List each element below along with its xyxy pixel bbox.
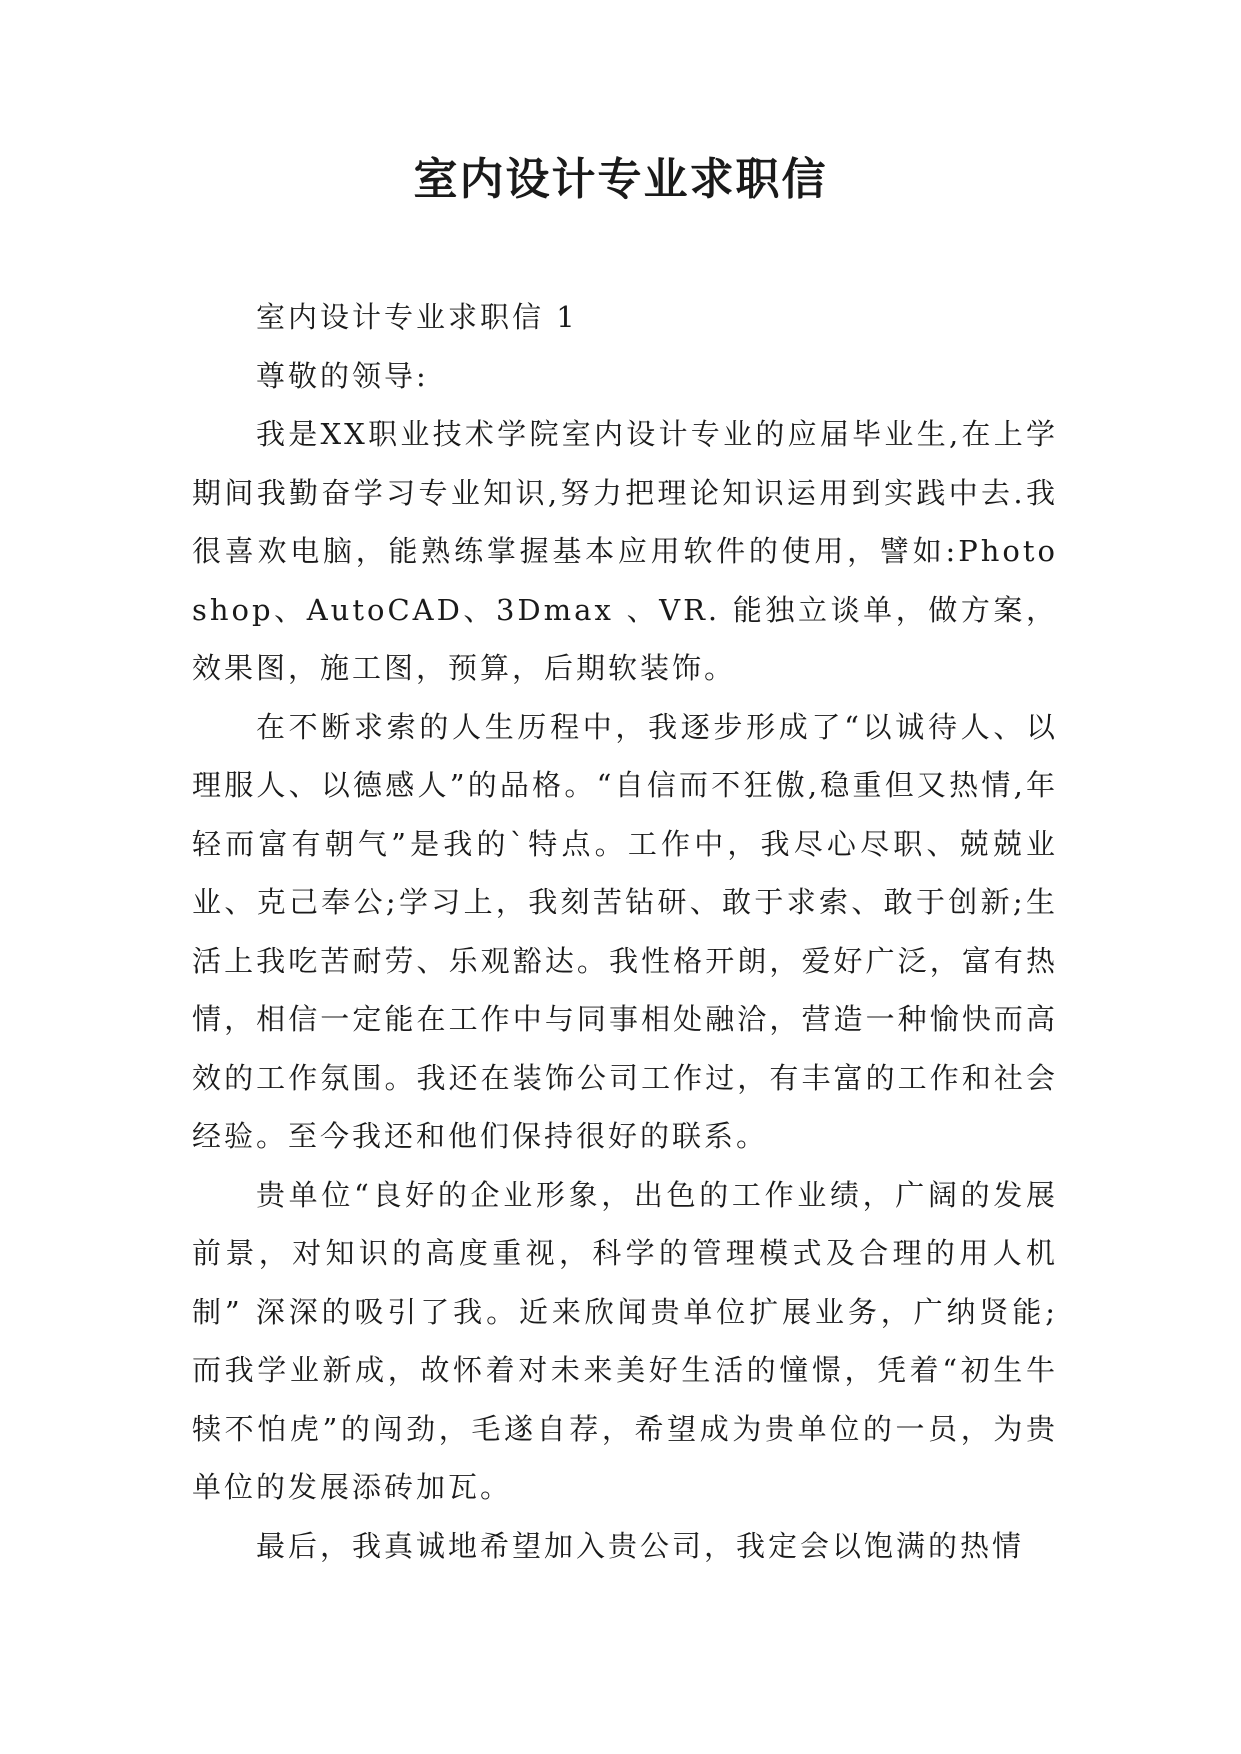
body-paragraph-3: 贵单位“良好的企业形象，出色的工作业绩，广阔的发展前景，对知识的高度重视，科学的管理模式及合理的用人机制” 深深的吸引了我。近来欣闻贵单位扩展业务，广纳贤能;而我学业新成，故怀着对未来美好生活的憧憬，凭着“初生牛犊不怕虎”的闯劲，毛遂自荐，希望成为贵单位的一员，为贵单位的发展添砖加瓦。 bbox=[192, 1177, 1058, 1504]
document-title: 室内设计专业求职信 bbox=[413, 154, 828, 205]
letter-salutation: 尊敬的领导: bbox=[256, 358, 429, 393]
letter-subtitle: 室内设计专业求职信 1 bbox=[256, 300, 578, 334]
body-paragraph-4: 最后，我真诚地希望加入贵公司，我定会以饱满的热情 bbox=[256, 1528, 1025, 1563]
document-body bbox=[192, 288, 1058, 1575]
body-paragraph-1: 我是XX职业技术学院室内设计专业的应届毕业生,在上学期间我勤奋学习专业知识,努力把理论知识运用到实践中去.我很喜欢电脑，能熟练掌握基本应用软件的使用，譬如:Photoshop、AutoCAD、3Dmax 、VR. 能独立谈单，做方案，效果图，施工图，预算，后期软装饰。 bbox=[192, 417, 1058, 685]
body-paragraph-2: 在不断求索的人生历程中，我逐步形成了“以诚待人、以理服人、以德感人”的品格。“自信而不狂傲,稳重但又热情,年轻而富有朝气”是我的`特点。工作中，我尽心尽职、兢兢业业、克己奉公;学习上，我刻苦钻研、敢于求索、敢于创新;生活上我吃苦耐劳、乐观豁达。我性格开朗，爱好广泛，富有热情，相信一定能在工作中与同事相处融洽，营造一种愉快而高效的工作氛围。我还在装饰公司工作过，有丰富的工作和社会经验。至今我还和他们保持很好的联系。 bbox=[192, 709, 1058, 1153]
